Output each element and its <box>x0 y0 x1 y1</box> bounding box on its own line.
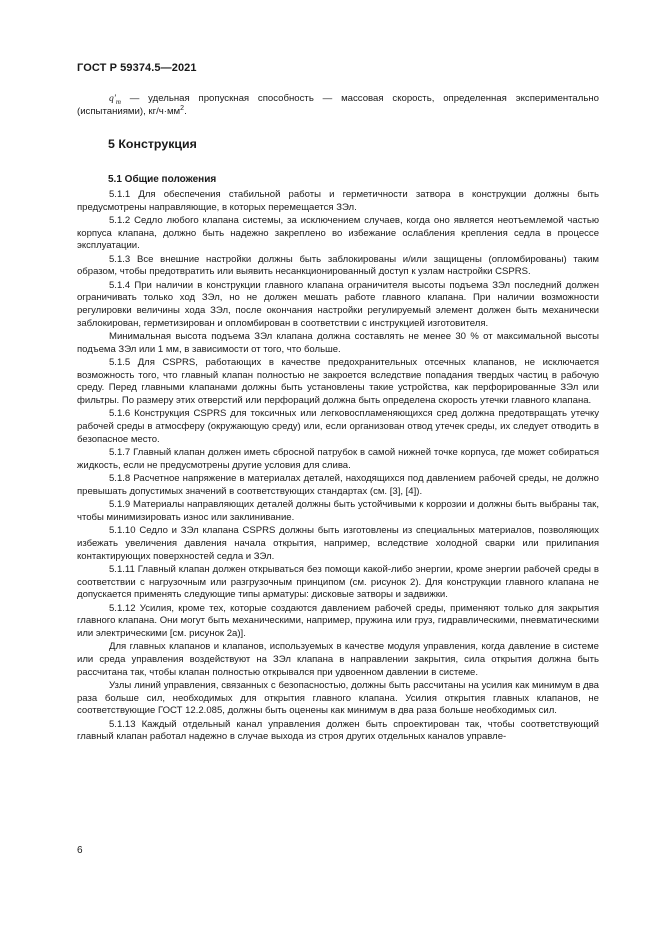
paragraph: 5.1.9 Материалы направляющих деталей должны быть устойчивыми к коррозии и должны быть выбраны так, чтобы минимизировать износ или заклинивание. <box>77 499 599 523</box>
paragraph: 5.1.5 Для CSPRS, работающих в качестве предохранительных отсечных клапанов, не исключается возможность того, что главный клапан полностью не закроется вследствие попадания твердых частиц в рабочую среду. Перед главными клапанами должны быть установлены такие устройства, как перфорированные ЗЭл или фильтры. По размеру этих отверстий или перфораций должна быть определена скорость утечки главного клапана. <box>77 357 599 406</box>
paragraph: 5.1.7 Главный клапан должен иметь сбросной патрубок в самой нижней точке корпуса, где может собираться жидкость, если не предусмотрены другие условия для слива. <box>77 447 599 471</box>
paragraph: 5.1.13 Каждый отдельный канал управления должен быть спроектирован так, чтобы соответствующий главный клапан работал надежно в случае выхода из строя других отдельных каналов управле- <box>77 718 599 743</box>
paragraph: 5.1.1 Для обеспечения стабильной работы и герметичности затвора в конструкции должны быть предусмотрены направляющие, в которых перемещается ЗЭл. <box>77 189 599 213</box>
body-text <box>77 189 599 745</box>
definition-unit-exponent: 2 <box>180 104 185 112</box>
paragraph: 5.1.2 Седло любого клапана системы, за исключением случаев, когда оно является неотъемлемой частью корпуса клапана, должно быть надежно закреплено во избежание ослабления крепления седла в процессе эксплуатации. <box>77 215 599 252</box>
paragraph: Для главных клапанов и клапанов, используемых в качестве модуля управления, когда давление в системе или среда управления воздействуют на ЗЭл клапана в направлении закрытия, сила открытия должна быть рассчитана так, чтобы клапан полностью открывался при удвоенном давлении в системе. <box>77 641 599 678</box>
definition-symbol: $q'_m$ <box>109 93 121 106</box>
paragraph: 5.1.10 Седло и ЗЭл клапана CSPRS должны быть изготовлены из специальных материалов, позволяющих избежать увеличения давления начала открытия, например, вследствие холодной сварки или прилипания контактирующих поверхностей седла и ЗЭл. <box>77 525 599 562</box>
paragraph: 5.1.11 Главный клапан должен открываться без помощи какой-либо энергии, кроме энергии рабочей среды в соответствии с нагрузочным или разгрузочным принципом (см. рисунок 2). Для конструкции главного клапана не допускается применять следующие типы арматуры: дисковые затворы и задвижки. <box>77 564 599 601</box>
paragraph: 5.1.12 Усилия, кроме тех, которые создаются давлением рабочей среды, применяют только для закрытия главного клапана. Они могут быть механическими, например, пружина или груз, гидравлическими, пневматическими или электрическими [см. рисунок 2а)]. <box>77 602 599 639</box>
paragraph: 5.1.6 Конструкция CSPRS для токсичных или легковоспламеняющихся сред должна предотвращать утечку рабочей среды в атмосферу (окружающую среду) или, если организован отвод утечек среды, их следует отводить в безопасное место. <box>77 408 599 445</box>
paragraph: 5.1.3 Все внешние настройки должны быть заблокированы и/или защищены (опломбированы) таким образом, чтобы предотвратить или выявить несанкционированный доступ к узлам настройки CSPRS. <box>77 253 599 278</box>
page-number: 6 <box>77 845 83 856</box>
standard-header: ГОСТ Р 59374.5—2021 <box>77 62 197 74</box>
subsection-title: 5.1 Общие положения <box>108 174 217 185</box>
paragraph: 5.1.4 При наличии в конструкции главного клапана ограничителя высоты подъема ЗЭл последний должен ограничивать только ход ЗЭл, но не должен мешать работе главного клапана. При наличии возможности регулировки величины хода ЗЭл, после окончания настройки регулируемый элемент должен быть механически заблокирован, герметизирован и опломбирован в соответствии с инструкцией изготовителя. <box>77 279 599 329</box>
paragraph: Минимальная высота подъема ЗЭл клапана должна составлять не менее 30 % от максимальной высоты подъема ЗЭл или 1 мм, в зависимости от того, что больше. <box>77 331 599 355</box>
section-title: 5 Конструкция <box>108 137 197 151</box>
symbol-definition: $q'_m$ — удельная пропускная способность — массовая скорость, определенная экспериментально (испытаниями), $кг/ч\cdot мм^2$. <box>77 93 599 117</box>
paragraph: Узлы линий управления, связанных с безопасностью, должны быть рассчитаны на усилия как минимум в два раза больше сил, необходимых для открытия главного клапана. Усилия открытия главных клапанов, не соответствующие ГОСТ 12.2.085, должны быть оценены как минимум в два раза больше необходимых сил. <box>77 680 599 717</box>
definition-text: — удельная пропускная способность — массовая скорость, определенная экспериментально (испытаниями), кг/ч·мм <box>77 93 599 117</box>
paragraph: 5.1.8 Расчетное напряжение в материалах деталей, находящихся под давлением рабочей среды, не должно превышать допустимых значений в соответствующих стандартах (см. [3], [4]). <box>77 473 599 497</box>
